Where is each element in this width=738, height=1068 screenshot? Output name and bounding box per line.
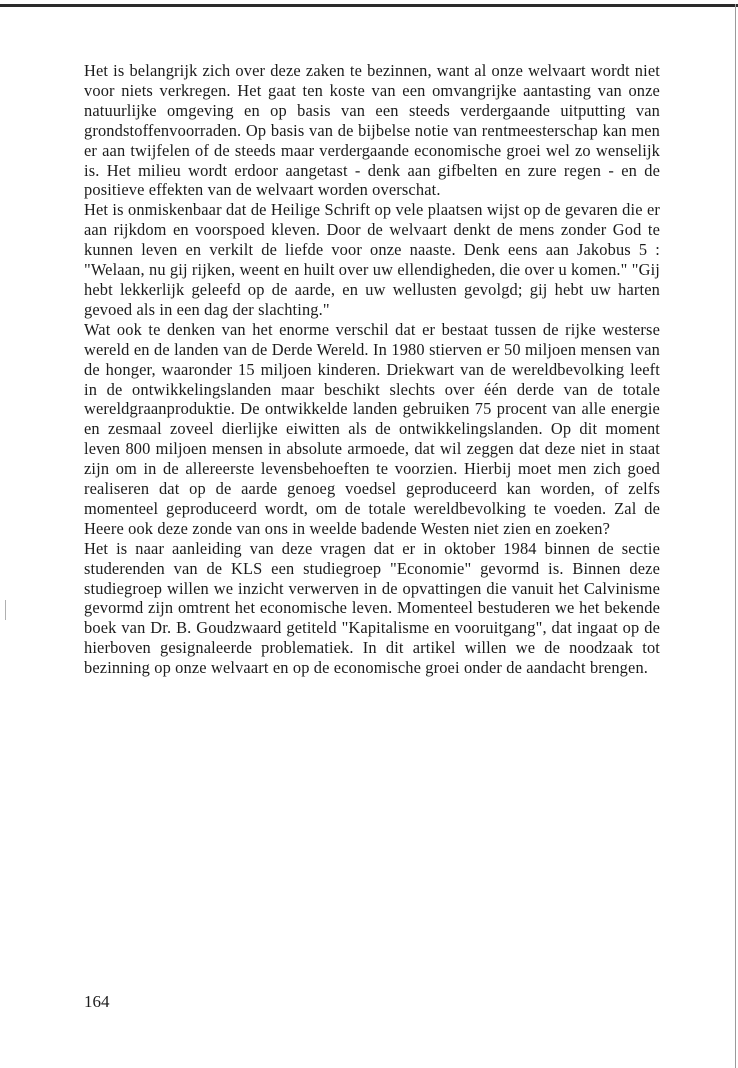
body-text [84, 61, 660, 678]
scan-edge-top [0, 4, 738, 7]
scan-mark [5, 600, 6, 620]
paragraph: Het is naar aanleiding van deze vragen dat er in oktober 1984 binnen de sectie studerenden van de KLS een studiegroep "Economie" gevormd is. Binnen deze studiegroep willen we inzicht verwerven in de opvattingen die vanuit het Calvinisme gevormd zijn omtrent het economische leven. Momenteel bestuderen we het bekende boek van Dr. B. Goudzwaard getiteld "Kapitalisme en vooruitgang", dat ingaat op de hierboven gesignaleerde problematiek. In dit artikel willen we de noodzaak tot bezinning op onze welvaart en op de economische groei onder de aandacht brengen. [84, 538, 660, 678]
paragraph: Het is onmiskenbaar dat de Heilige Schrift op vele plaatsen wijst op de gevaren die er aan rijkdom en voorspoed kleven. Door de welvaart denkt de mens zonder God te kunnen leven en verkilt de liefde voor onze naaste. Denk eens aan Jakobus 5 : "Welaan, nu gij rijken, weent en huilt over uw ellendigheden, die over u komen." "Gij hebt lekkerlijk geleefd op de aarde, en uw wellusten gevolgd; gij hebt uw harten gevoed als in een dag der slachting." [84, 200, 660, 319]
page-number: 164 [84, 992, 110, 1011]
paragraph: Het is belangrijk zich over deze zaken te bezinnen, want al onze welvaart wordt niet voor niets verkregen. Het gaat ten koste van een omvangrijke aantasting van onze natuurlijke omgeving en op basis van een steeds verdergaande uitputting van grondstoffenvoorraden. Op basis van de bijbelse notie van rentmeesterschap kan men er aan twijfelen of de steeds maar verdergaande economische groei wel zo wenselijk is. Het milieu wordt erdoor aangetast - denk aan gifbelten en zure regen - en de positieve effekten van de welvaart worden overschat. [84, 61, 660, 200]
scan-edge-right [735, 4, 736, 1068]
paragraph: Wat ook te denken van het enorme verschil dat er bestaat tussen de rijke westerse wereld en de landen van de Derde Wereld. In 1980 stierven er 50 miljoen mensen van de honger, waaronder 15 miljoen kinderen. Driekwart van de wereldbevolking leeft in de ontwikkelingslanden maar beschikt slechts over één derde van de totale wereldgraanproduktie. De ontwikkelde landen gebruiken 75 procent van alle energie en zesmaal zoveel dierlijke eiwitten als de ontwikkelingslanden. Op dit moment leven 800 miljoen mensen in absolute armoede, dat wil zeggen dat deze niet in staat zijn om in de allereerste levensbehoeften te voorzien. Hierbij moet men zich goed realiseren dat op de aarde genoeg voedsel geproduceerd kan worden, of zelfs momenteel geproduceerd wordt, om de totale wereldbevolking te voeden. Zal de Heere ook deze zonde van ons in weelde badende Westen niet zien en zoeken? [84, 319, 660, 538]
